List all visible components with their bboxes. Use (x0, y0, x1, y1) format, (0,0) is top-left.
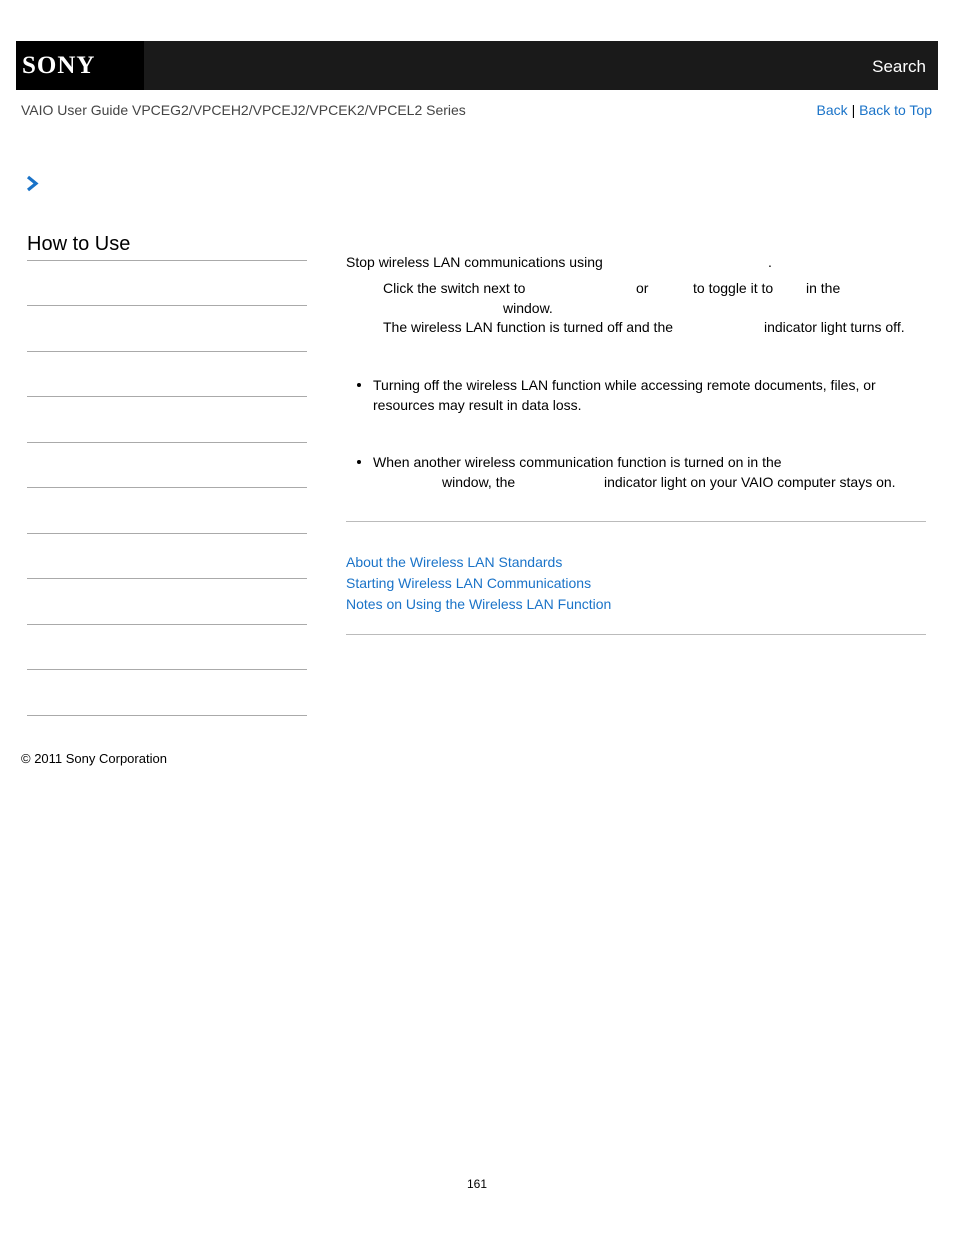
page-number: 161 (466, 1177, 488, 1191)
guide-title: VAIO User Guide VPCEG2/VPCEH2/VPCEJ2/VPCEK2/VPCEL2 Series (21, 102, 466, 118)
step-result-text-a: The wireless LAN function is turned off and the (383, 319, 674, 335)
bullet-icon (357, 460, 361, 464)
related-link-starting (346, 575, 591, 591)
sidebar-divider (27, 533, 307, 534)
content-divider (346, 521, 926, 522)
sidebar-divider (27, 396, 307, 397)
copyright: © 2011 Sony Corporation (21, 751, 167, 766)
sidebar-divider (27, 624, 307, 625)
related-link-standards (346, 554, 562, 570)
back-to-top-link[interactable]: Back to Top (859, 102, 932, 118)
search-link[interactable]: Search (872, 57, 926, 76)
related-link[interactable]: Notes on Using the Wireless LAN Function (346, 596, 612, 612)
step1-text-b: or (636, 280, 649, 296)
related-link-notes (346, 596, 611, 612)
sidebar-divider (27, 669, 307, 670)
nav-separator: | (851, 102, 856, 118)
sony-logo[interactable]: SONY (16, 41, 144, 90)
sidebar-divider (27, 260, 307, 261)
step1-text-a: Click the switch next to (383, 280, 526, 296)
sidebar-divider (27, 578, 307, 579)
sidebar-divider (27, 351, 307, 352)
note-line2: resources may result in data loss. (373, 397, 582, 413)
sidebar-divider (27, 442, 307, 443)
step-result-text-b: indicator light turns off. (764, 319, 905, 335)
hint-line2-a: window, the (442, 474, 516, 490)
sidebar-title: How to Use (27, 233, 131, 255)
content-divider (346, 634, 926, 635)
step1-text-line2: window. (503, 300, 553, 316)
sidebar-divider (27, 305, 307, 306)
top-nav (817, 102, 932, 118)
step1-text-d: in the (806, 280, 841, 296)
intro-period: . (768, 254, 772, 270)
note-line1: Turning off the wireless LAN function while accessing remote documents, files, or (373, 377, 876, 393)
hint-line2-b: indicator light on your VAIO computer stays on. (604, 474, 896, 490)
sidebar-divider (27, 487, 307, 488)
bullet-icon (357, 383, 361, 387)
step1-text-c: to toggle it to (693, 280, 774, 296)
header-bar (16, 41, 938, 90)
sidebar-divider (27, 715, 307, 716)
back-link[interactable]: Back (816, 102, 848, 118)
chevron-right-icon[interactable] (24, 175, 41, 192)
hint-line1: When another wireless communication function is turned on in the (373, 454, 782, 470)
related-link[interactable]: About the Wireless LAN Standards (346, 554, 563, 570)
related-link[interactable]: Starting Wireless LAN Communications (346, 575, 592, 591)
intro-text: Stop wireless LAN communications using (346, 254, 603, 270)
